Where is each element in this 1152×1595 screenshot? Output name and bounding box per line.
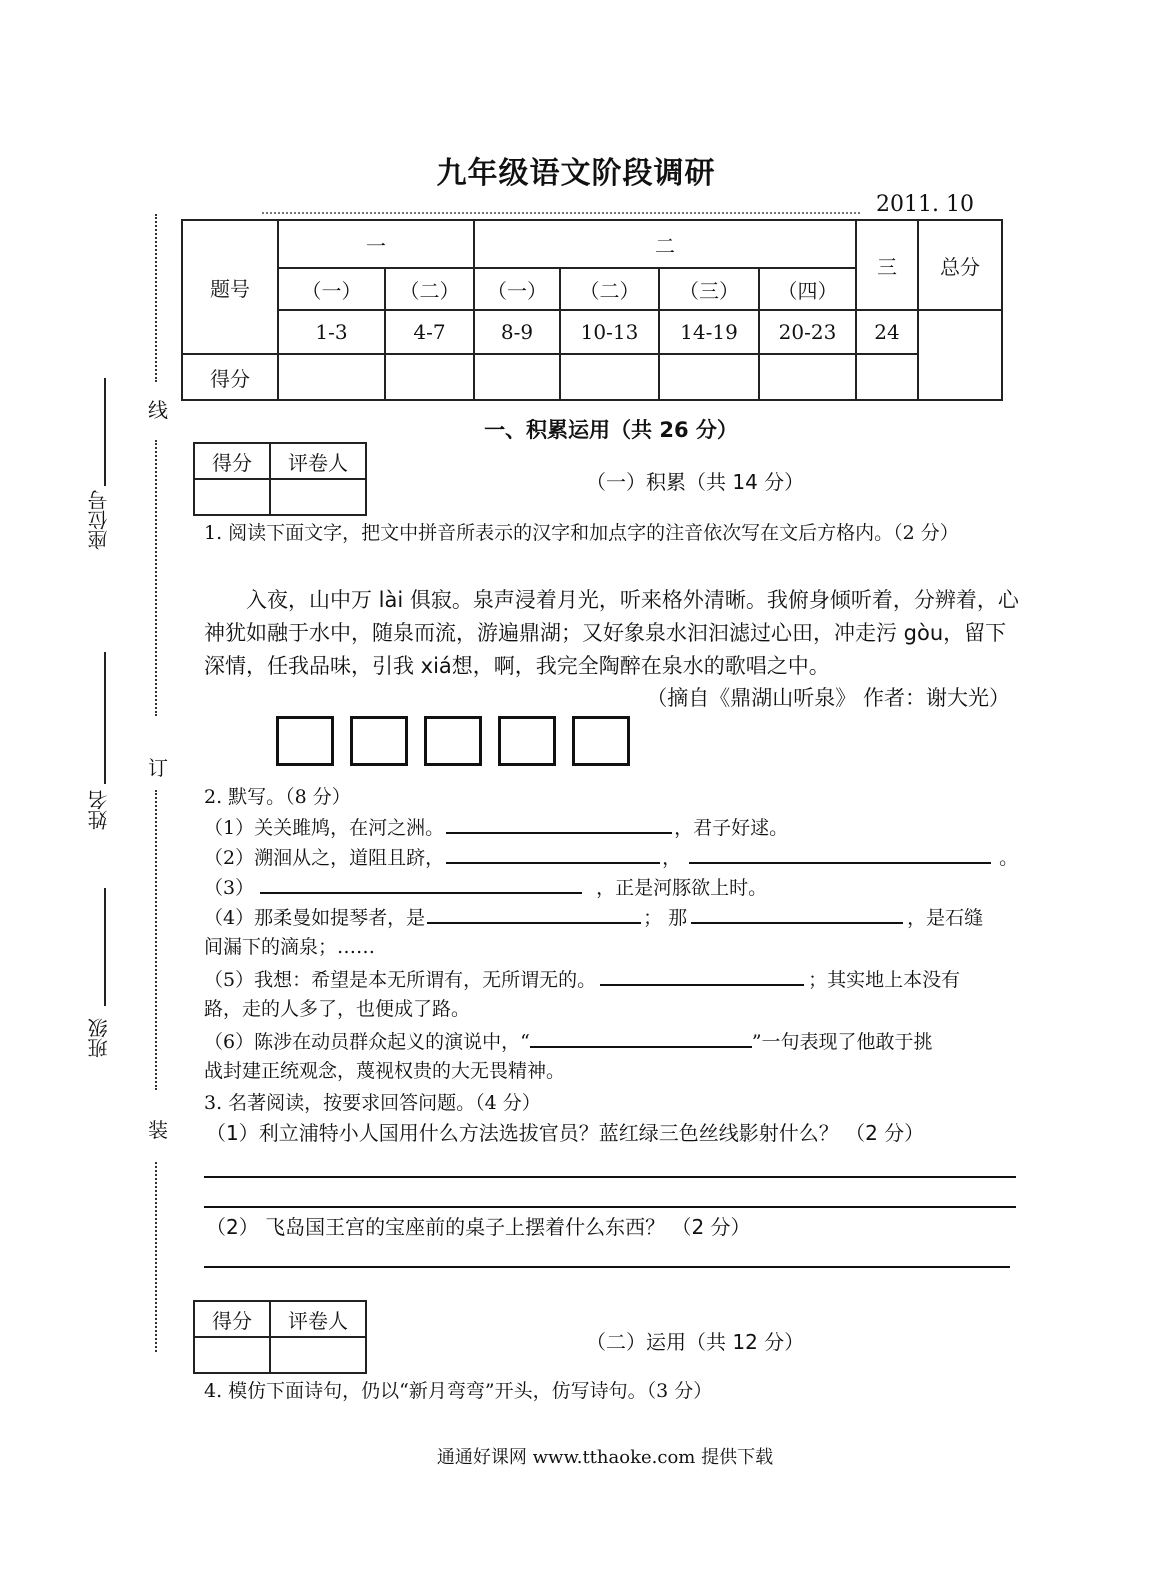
fill-blank[interactable]	[600, 964, 804, 986]
margin-char-zhuang: 装	[148, 1118, 168, 1142]
q2-line-2-text-a: （2）溯洄从之，道阻且跻，	[204, 847, 445, 869]
question-range-cell: 10-13	[560, 310, 659, 354]
sub-header-cell: （三）	[659, 268, 759, 310]
q2-line-6-text-a: （6）陈涉在动员群众起义的演说中，“	[204, 1031, 530, 1053]
part-one-header: 一	[278, 220, 474, 268]
fill-blank[interactable]	[427, 902, 641, 924]
total-score-label: 总分	[918, 220, 1002, 310]
binding-dotted-line-4	[155, 1162, 157, 1352]
q2-line-1-text-a: （1）关关雎鸠，在河之洲。	[204, 817, 445, 839]
fill-blank[interactable]	[530, 1026, 752, 1048]
q2-line-5-text-b: ；其实地上本没有	[808, 969, 961, 991]
fill-blank[interactable]	[260, 872, 582, 894]
grader-name-cell[interactable]	[270, 1337, 366, 1373]
q2-line-6-cont: 战封建正统观念，蔑视权贵的大无畏精神。	[204, 1060, 566, 1082]
question-3-part-1: （1）利立浦特小人国用什么方法选拔官员？蓝红绿三色丝线影射什么？ （2 分）	[206, 1121, 925, 1145]
section-one-title: 一、积累运用（共 26 分）	[484, 418, 738, 442]
score-cell[interactable]	[856, 354, 918, 400]
name-label: 姓名	[87, 790, 111, 830]
grader-name-label: 评卷人	[270, 1301, 366, 1337]
q2-line-6-text-b: ”一句表现了他敢于挑	[751, 1031, 933, 1053]
q2-line-5	[204, 964, 960, 995]
fill-blank[interactable]	[689, 842, 991, 864]
q2-line-4-text-a: （4）那柔曼如提琴者，是	[204, 907, 426, 929]
question-1-passage: 入夜，山中万 lài 俱寂。泉声浸着月光，听来格外清晰。我俯身倾听着，分辨着，心神犹如融于水中，随泉而流，游遍鼎湖；又好象泉水汩汩滤过心田，冲走污 gòu，留下深情，任我品味，引我 xiá想，啊，我完全陶醉在泉水的歌唱之中。	[204, 588, 1019, 678]
grader-name-cell[interactable]	[270, 479, 366, 515]
answer-box[interactable]	[498, 716, 556, 766]
class-line	[104, 888, 106, 1006]
page-title: 九年级语文阶段调研	[436, 156, 716, 191]
score-table	[181, 219, 1003, 401]
question-1-prompt: 1. 阅读下面文字，把文中拼音所表示的汉字和加点字的注音依次写在文后方格内。（2 分）	[204, 522, 959, 544]
binding-dotted-line-3	[155, 790, 157, 1090]
answer-line[interactable]	[204, 1206, 1016, 1208]
q2-line-3-text-a: （3）	[204, 877, 255, 899]
total-score-cell[interactable]	[918, 310, 1002, 400]
grader-score-label: 得分	[194, 443, 270, 479]
question-range-cell: 24	[856, 310, 918, 354]
answer-box[interactable]	[424, 716, 482, 766]
binding-dotted-line-1	[155, 214, 157, 382]
margin-char-xian: 线	[148, 398, 168, 422]
q2-line-4-text-b: ； 那	[643, 907, 688, 929]
grader-box-2	[193, 1300, 367, 1374]
margin-char-ding: 订	[148, 756, 168, 780]
q2-line-4-text-c: ，是石缝	[907, 907, 984, 929]
answer-line[interactable]	[204, 1176, 1016, 1178]
q2-line-5-cont: 路，走的人多了，也便成了路。	[204, 998, 471, 1020]
class-label: 班级	[87, 1018, 111, 1058]
score-cell[interactable]	[278, 354, 385, 400]
question-4-prompt: 4. 模仿下面诗句，仍以“新月弯弯”开头，仿写诗句。（3 分）	[204, 1380, 713, 1402]
question-range-cell: 4-7	[385, 310, 474, 354]
q2-line-3	[204, 872, 767, 903]
fill-blank[interactable]	[691, 902, 903, 924]
q2-line-1	[204, 812, 788, 843]
grader-score-cell[interactable]	[194, 479, 270, 515]
sub-header-cell: （一）	[278, 268, 385, 310]
question-range-cell: 14-19	[659, 310, 759, 354]
question-range-cell: 1-3	[278, 310, 385, 354]
header-dotted-line	[262, 212, 860, 214]
q2-line-4	[204, 902, 983, 933]
answer-box[interactable]	[350, 716, 408, 766]
score-cell[interactable]	[759, 354, 856, 400]
answer-box[interactable]	[572, 716, 630, 766]
question-3-part-2: （2） 飞岛国王宫的宝座前的桌子上摆着什么东西？ （2 分）	[206, 1215, 751, 1239]
name-line	[104, 652, 106, 784]
sub-section-one-title: （一）积累（共 14 分）	[586, 470, 805, 494]
q2-line-1-text-b: ，君子好逑。	[674, 817, 789, 839]
score-row-label: 得分	[182, 354, 278, 400]
binding-dotted-line-2	[155, 440, 157, 716]
fill-blank[interactable]	[446, 842, 660, 864]
sub-section-two-title: （二）运用（共 12 分）	[586, 1330, 805, 1354]
grader-name-label: 评卷人	[270, 443, 366, 479]
question-2-prompt: 2. 默写。（8 分）	[204, 786, 351, 808]
fill-blank[interactable]	[446, 812, 672, 834]
q2-line-2-text-b: ，	[662, 847, 682, 869]
score-cell[interactable]	[385, 354, 474, 400]
score-cell[interactable]	[659, 354, 759, 400]
page-footer: 通通好课网 www.tthaoke.com 提供下载	[436, 1447, 774, 1468]
sub-header-cell: （四）	[759, 268, 856, 310]
exam-date: 2011. 10	[876, 192, 974, 217]
sub-header-cell: （二）	[385, 268, 474, 310]
answer-boxes	[276, 716, 630, 766]
q2-line-6	[204, 1026, 933, 1057]
question-number-label: 题号	[182, 220, 278, 354]
sub-header-cell: （一）	[474, 268, 560, 310]
question-range-cell: 20-23	[759, 310, 856, 354]
q2-line-3-text-b: ，正是河豚欲上时。	[596, 877, 768, 899]
grader-score-label: 得分	[194, 1301, 270, 1337]
part-two-header: 二	[474, 220, 856, 268]
question-range-cell: 8-9	[474, 310, 560, 354]
q2-line-5-text-a: （5）我想：希望是本无所谓有，无所谓无的。	[204, 969, 597, 991]
score-cell[interactable]	[560, 354, 659, 400]
q2-line-2	[204, 842, 1018, 873]
part-three-header: 三	[856, 220, 918, 310]
question-1-source: （摘自《鼎湖山听泉》 作者：谢大光）	[646, 686, 1010, 710]
seat-number-label: 座位号	[87, 490, 111, 550]
q2-line-4-cont: 间漏下的滴泉；……	[204, 936, 376, 958]
question-3-prompt: 3. 名著阅读，按要求回答问题。（4 分）	[204, 1092, 541, 1114]
grader-box-1	[193, 442, 367, 516]
score-cell[interactable]	[474, 354, 560, 400]
q2-line-2-text-c: 。	[999, 847, 1019, 869]
answer-box[interactable]	[276, 716, 334, 766]
grader-score-cell[interactable]	[194, 1337, 270, 1373]
sub-header-cell: （二）	[560, 268, 659, 310]
answer-line[interactable]	[204, 1266, 1010, 1268]
